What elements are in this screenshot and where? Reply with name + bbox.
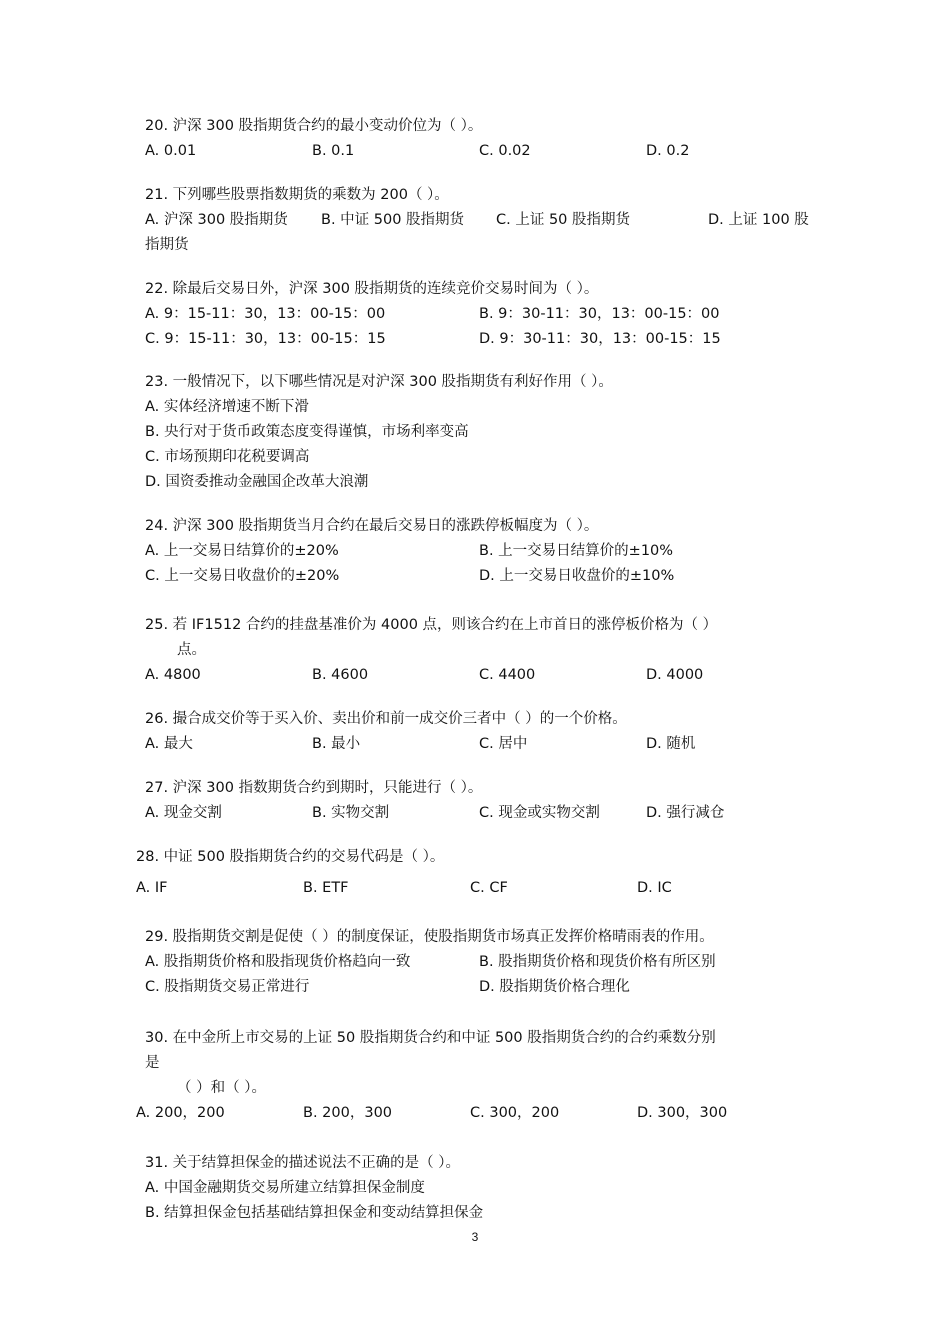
question-27-option-d: D. 强行减仓 (646, 805, 725, 821)
question-25-option-a: A. 4800 (145, 667, 201, 683)
question-21-continuation: 指期货 (145, 237, 189, 253)
question-24-option-c: C. 上一交易日收盘价的±20% (145, 568, 340, 584)
question-22-option-c: C. 9：15-11：30，13：00-15：15 (145, 331, 386, 347)
question-25-stem: 25. 若 IF1512 合约的挂盘基准价为 4000 点，则该合约在上市首日的涨停板价格为（ ） (145, 617, 718, 633)
question-28-option-d: D. IC (637, 880, 672, 896)
question-20-option-d: D. 0.2 (646, 143, 690, 159)
question-26-option-d: D. 随机 (646, 736, 696, 752)
question-27-option-c: C. 现金或实物交割 (479, 805, 600, 821)
question-27-option-b: B. 实物交割 (312, 805, 390, 821)
question-23-option-a: A. 实体经济增速不断下滑 (145, 399, 309, 415)
question-24-option-d: D. 上一交易日收盘价的±10% (479, 568, 675, 584)
question-23-option-b: B. 央行对于货币政策态度变得谨慎，市场利率变高 (145, 424, 469, 440)
question-21-option-a: A. 沪深 300 股指期货 (145, 212, 288, 228)
question-23-option-c: C. 市场预期印花税要调高 (145, 449, 310, 465)
question-22-stem: 22. 除最后交易日外，沪深 300 股指期货的连续竞价交易时间为（ ）。 (145, 281, 599, 297)
question-20-option-b: B. 0.1 (312, 143, 355, 159)
question-28-option-b: B. ETF (303, 880, 349, 896)
question-28-stem: 28. 中证 500 股指期货合约的交易代码是（ ）。 (136, 849, 445, 865)
question-29-stem: 29. 股指期货交割是促使（ ）的制度保证，使股指期货市场真正发挥价格晴雨表的作用。 (145, 929, 714, 945)
question-29-option-b: B. 股指期货价格和现货价格有所区别 (479, 954, 716, 970)
question-21-option-d: D. 上证 100 股 (708, 212, 809, 228)
question-21-option-c: C. 上证 50 股指期货 (496, 212, 631, 228)
question-22-option-b: B. 9：30-11：30，13：00-15：00 (479, 306, 720, 322)
question-26-option-a: A. 最大 (145, 736, 193, 752)
question-24-stem: 24. 沪深 300 股指期货当月合约在最后交易日的涨跌停板幅度为（ ）。 (145, 518, 599, 534)
question-24-option-a: A. 上一交易日结算价的±20% (145, 543, 339, 559)
question-21-stem: 21. 下列哪些股票指数期货的乘数为 200（ ）。 (145, 187, 449, 203)
question-31-option-b: B. 结算担保金包括基础结算担保金和变动结算担保金 (145, 1205, 484, 1221)
question-31-option-a: A. 中国金融期货交易所建立结算担保金制度 (145, 1180, 425, 1196)
page-number: 3 (471, 1230, 479, 1244)
question-30-option-d: D. 300，300 (637, 1105, 728, 1121)
question-26-stem: 26. 撮合成交价等于买入价、卖出价和前一成交价三者中（ ）的一个价格。 (145, 711, 627, 727)
question-27-option-a: A. 现金交割 (145, 805, 222, 821)
question-30-option-a: A. 200，200 (136, 1105, 225, 1121)
question-30-option-b: B. 200，300 (303, 1105, 393, 1121)
question-25-option-c: C. 4400 (479, 667, 536, 683)
question-29-option-d: D. 股指期货价格合理化 (479, 979, 630, 995)
question-25-option-d: D. 4000 (646, 667, 704, 683)
question-31-stem: 31. 关于结算担保金的描述说法不正确的是（ ）。 (145, 1155, 461, 1171)
question-26-option-b: B. 最小 (312, 736, 361, 752)
question-30-option-c: C. 300，200 (470, 1105, 560, 1121)
question-30-continuation: 是 (145, 1055, 160, 1071)
question-27-stem: 27. 沪深 300 指数期货合约到期时，只能进行（ ）。 (145, 780, 483, 796)
question-26-option-c: C. 居中 (479, 736, 528, 752)
question-24-option-b: B. 上一交易日结算价的±10% (479, 543, 674, 559)
question-20-option-c: C. 0.02 (479, 143, 531, 159)
question-20-stem: 20. 沪深 300 股指期货合约的最小变动价位为（ ）。 (145, 118, 483, 134)
question-25-option-b: B. 4600 (312, 667, 369, 683)
question-29-option-a: A. 股指期货价格和股指现货价格趋向一致 (145, 954, 411, 970)
question-30-blanks: （ ）和（ ）。 (177, 1080, 266, 1096)
question-28-option-a: A. IF (136, 880, 168, 896)
question-29-option-c: C. 股指期货交易正常进行 (145, 979, 310, 995)
question-23-option-d: D. 国资委推动金融国企改革大浪潮 (145, 474, 369, 490)
question-30-stem: 30. 在中金所上市交易的上证 50 股指期货合约和中证 500 股指期货合约的合约乘数分别 (145, 1030, 716, 1046)
question-22-option-d: D. 9：30-11：30，13：00-15：15 (479, 331, 721, 347)
question-28-option-c: C. CF (470, 880, 508, 896)
question-20-option-a: A. 0.01 (145, 143, 197, 159)
question-25-continuation: 点。 (177, 642, 206, 658)
question-22-option-a: A. 9：15-11：30，13：00-15：00 (145, 306, 386, 322)
question-23-stem: 23. 一般情况下，以下哪些情况是对沪深 300 股指期货有利好作用（ ）。 (145, 374, 613, 390)
question-21-option-b: B. 中证 500 股指期货 (321, 212, 465, 228)
